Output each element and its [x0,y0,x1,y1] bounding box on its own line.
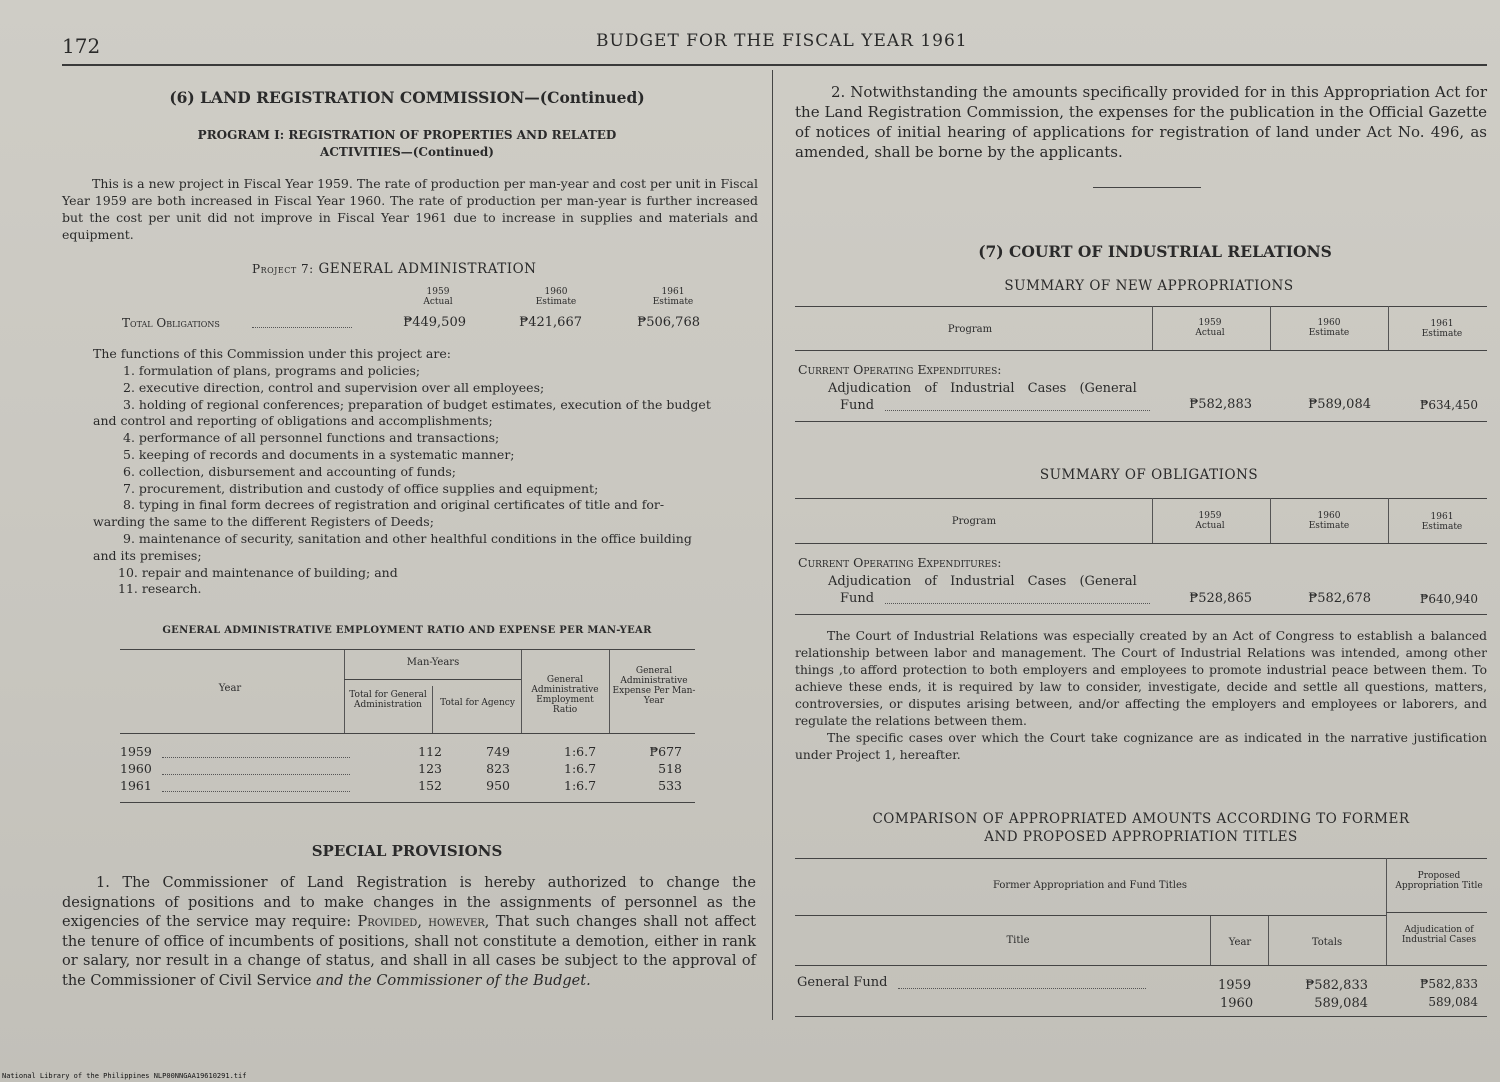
table-rule [795,1016,1487,1017]
cell-year: 1960 [120,761,152,776]
th-program: Program [951,516,997,527]
provision-text: 1. The Commissioner of Land Registration is hereby authorized to change the designations of positions and to make changes in the assignments of personnel as the exigencies of the service may require: [62,875,756,930]
project-label: Project 7: [252,262,314,276]
th-year: Year [1228,937,1252,948]
col-year: 1960 [544,287,568,297]
cmp-year: 1959 [1218,978,1252,993]
col-year: 1961 [1430,512,1454,522]
cell-expense: ₱677 [649,744,682,759]
comparison-title-line1: COMPARISON OF APPROPRIATED AMOUNTS ACCORDING TO FORMER [872,811,1410,827]
cell-year: 1959 [120,744,152,759]
cell-agency: 749 [486,744,510,759]
function-item: 7. procurement, distribution and custody of office supplies and equipment; [123,480,599,496]
col-kind: Actual [1195,521,1225,531]
provision-italic: and the Commissioner of the Budget. [316,972,591,989]
leader-dots [162,791,350,792]
col-head-1960 [1299,511,1359,531]
comparison-title [795,810,1487,846]
item-line2: Fund [840,591,875,606]
function-item: 6. collection, disbursement and accounting of funds; [123,463,457,479]
table-rule [1386,912,1487,913]
col-kind: Estimate [1308,328,1350,338]
function-item: and its premises; [93,547,202,563]
col-head-1961 [1412,512,1472,532]
th-total-ga: Total for General Administration [349,690,427,710]
table-vrule [1152,498,1153,543]
total-1961: ₱506,768 [637,315,700,330]
functions-intro: The functions of this Commission under this project are: [93,346,451,361]
table-vrule [609,650,610,733]
table-vrule [1270,306,1271,350]
provision-proviso: Provided, however, [357,914,490,930]
new-1959: ₱582,883 [1189,397,1252,412]
cmp-fund-title: General Fund [797,975,888,990]
function-item: 9. maintenance of security, sanitation and other healthful conditions in the office building [123,530,692,546]
th-adjudication: Adjudication of Industrial Cases [1401,925,1477,945]
leader-dots [885,410,1150,411]
provision-text: That such changes shall not affect the tenure of office of incumbents of positions, shall not constitute a demotion, either in rank or salary, nor result in a change of status, and shall in all cases be subject to the approval of the Commissioner of Civil Service [62,914,756,989]
cmp-total: 589,084 [1314,996,1368,1011]
cmp-adj: 589,084 [1428,995,1478,1009]
item-line2: Fund [840,398,875,413]
cell-ga: 123 [418,761,442,776]
table-vrule [1270,498,1271,543]
table-rule [795,858,1487,859]
table-vrule [344,650,345,733]
th-totals: Totals [1311,937,1343,948]
summary-new-title: SUMMARY OF NEW APPROPRIATIONS [1004,278,1294,294]
table-rule [120,802,695,803]
function-item: 8. typing in final form decrees of registration and original certificates of title and for- [123,497,665,513]
function-item: 3. holding of regional conferences; preparation of budget estimates, execution of the budget [123,396,711,412]
table-rule [795,543,1487,544]
cell-expense: 533 [658,778,682,793]
provision-1 [62,874,756,991]
col-kind: Estimate [1308,521,1350,531]
table-rule [795,915,1386,916]
comparison-title-line2: AND PROPOSED APPROPRIATION TITLES [984,829,1298,845]
total-1959: ₱449,509 [403,315,466,330]
col-year: 1961 [1430,319,1454,329]
cell-ratio: 1:6.7 [564,778,597,793]
col-head-1960 [1299,318,1359,338]
project-heading [252,261,536,277]
col-head-1959 [1180,318,1240,338]
cmp-total: ₱582,833 [1305,978,1368,993]
th-year: Year [218,683,242,694]
th-program: Program [947,324,993,335]
th-ratio: General Administrative Employment Ratio [531,675,599,715]
table-rule [795,421,1487,422]
program-heading-line1: PROGRAM I: REGISTRATION OF PROPERTIES AND RELATED [197,128,617,142]
th-proposed: Proposed Appropriation Title [1395,871,1483,891]
cell-ratio: 1:6.7 [564,744,597,759]
th-title: Title [1006,935,1030,946]
leader-dots [162,774,350,775]
function-item: and control and reporting of obligations and accomplishments; [93,413,493,429]
table-vrule [432,686,433,733]
col-year: 1961 [661,287,685,297]
leader-dots [252,327,352,328]
function-item: 11. research. [118,581,202,597]
col-head-1961 [643,287,703,307]
th-expense: General Administrative Expense Per Man-Year [612,666,696,706]
table-rule [795,498,1487,499]
table-vrule [1210,916,1211,965]
new-1960: ₱589,084 [1308,397,1371,412]
cell-agency: 950 [486,778,510,793]
col-year: 1959 [1198,318,1222,328]
th-man-years: Man-Years [406,657,460,668]
provision-2: 2. Notwithstanding the amounts specifically provided for in this Appropriation Act for the Land Registration Commission, the expenses for the publication in the Official Gazette of notices of initial hearing of applications for registration of land under Act No. 496, as amended, shall be borne by the applicants. [795,83,1487,161]
col-year: 1959 [1198,511,1222,521]
new-1961: ₱634,450 [1419,398,1478,412]
table-vrule [521,650,522,733]
function-item: 4. performance of all personnel functions and transactions; [123,430,500,446]
table-rule [344,679,521,680]
obl-1961: ₱640,940 [1419,592,1478,606]
cell-ga: 112 [418,744,442,759]
cmp-year: 1960 [1220,996,1254,1011]
court-title: (7) COURT OF INDUSTRIAL RELATIONS [978,242,1332,261]
function-item: 10. repair and maintenance of building; and [118,564,398,580]
col-head-1959 [408,287,468,307]
coe-label: Current Operating Expenditures: [798,362,1002,377]
col-kind: Actual [423,297,453,307]
col-head-1961 [1412,319,1472,339]
table-rule [120,733,695,734]
narrative-1: The Court of Industrial Relations was especially created by an Act of Congress to establish a balanced relationship between labor and management. The Court of Industrial Relations was intended, among other things ,to afford protection to both employers and employees to promote industrial peace between them. To achieve these ends, it is required by law to consider, investigate, decide and settle all questions, matters, controversies, or disputes arising between, and/or affecting the employers and employees or laborers, and regulate the relations between them. [795,629,1487,728]
obl-1959: ₱528,865 [1189,591,1252,606]
col-kind: Estimate [1421,329,1463,339]
summary-obl-title: SUMMARY OF OBLIGATIONS [1039,467,1259,483]
header-rule [62,64,1487,66]
col-year: 1960 [1317,318,1341,328]
cmp-adj: ₱582,833 [1419,977,1478,991]
table-vrule [1152,306,1153,350]
item-line1: Adjudication of Industrial Cases (General [828,574,1137,589]
running-title: BUDGET FOR THE FISCAL YEAR 1961 [596,31,968,51]
table-rule [795,306,1487,307]
cell-year: 1961 [120,778,152,793]
obl-1960: ₱582,678 [1308,591,1371,606]
cell-expense: 518 [658,761,682,776]
function-item: 5. keeping of records and documents in a systematic manner; [123,446,515,462]
scan-footer: National Library of the Philippines NLP00NNGAA19610291.tif [2,1072,247,1080]
leader-dots [898,988,1146,989]
table-vrule [1388,498,1389,543]
col-kind: Actual [1195,328,1225,338]
separator-rule [1093,187,1201,188]
cell-ga: 152 [418,778,442,793]
column-divider [772,70,773,1020]
th-former: Former Appropriation and Fund Titles [992,880,1188,891]
table-vrule [1268,916,1269,965]
section-title: (6) LAND REGISTRATION COMMISSION—(Continued) [169,88,645,107]
special-provisions-title: SPECIAL PROVISIONS [311,842,503,860]
col-head-1960 [526,287,586,307]
ratio-table-title: GENERAL ADMINISTRATIVE EMPLOYMENT RATIO AND EXPENSE PER MAN-YEAR [162,625,652,636]
project-title: GENERAL ADMINISTRATION [318,261,537,277]
total-1960: ₱421,667 [519,315,582,330]
program-heading-line2: ACTIVITIES—(Continued) [320,145,494,159]
table-vrule [1388,306,1389,350]
col-kind: Estimate [1421,522,1463,532]
leader-dots [885,603,1150,604]
narrative-2: The specific cases over which the Court take cognizance are as indicated in the narrative justification under Project 1, hereafter. [795,731,1487,762]
table-rule [795,614,1487,615]
function-item: 2. executive direction, control and supervision over all employees; [123,379,545,395]
col-kind: Estimate [652,297,694,307]
total-obligations-label: Total Obligations [122,316,220,330]
table-rule [795,350,1487,351]
col-year: 1960 [1317,511,1341,521]
cell-ratio: 1:6.7 [564,761,597,776]
function-item: 1. formulation of plans, programs and policies; [123,363,421,378]
leader-dots [162,757,350,758]
col-year: 1959 [426,287,450,297]
col-head-1959 [1180,511,1240,531]
th-total-agency: Total for Agency [440,698,515,708]
page-number: 172 [62,34,101,58]
cell-agency: 823 [486,761,510,776]
item-line1: Adjudication of Industrial Cases (General [828,381,1137,396]
col-kind: Estimate [535,297,577,307]
function-item: warding the same to the different Registers of Deeds; [93,514,434,530]
functions-list [93,363,761,598]
coe-label: Current Operating Expenditures: [798,555,1002,570]
project-intro: This is a new project in Fiscal Year 1959. The rate of production per man-year and cost per unit in Fiscal Year 1959 are both increased in Fiscal Year 1960. The rate of production per man-year is further increased but the cost per unit did not improve in Fiscal Year 1961 due to increase in supplies and materials and equipment. [62,176,758,242]
table-rule [795,965,1487,966]
